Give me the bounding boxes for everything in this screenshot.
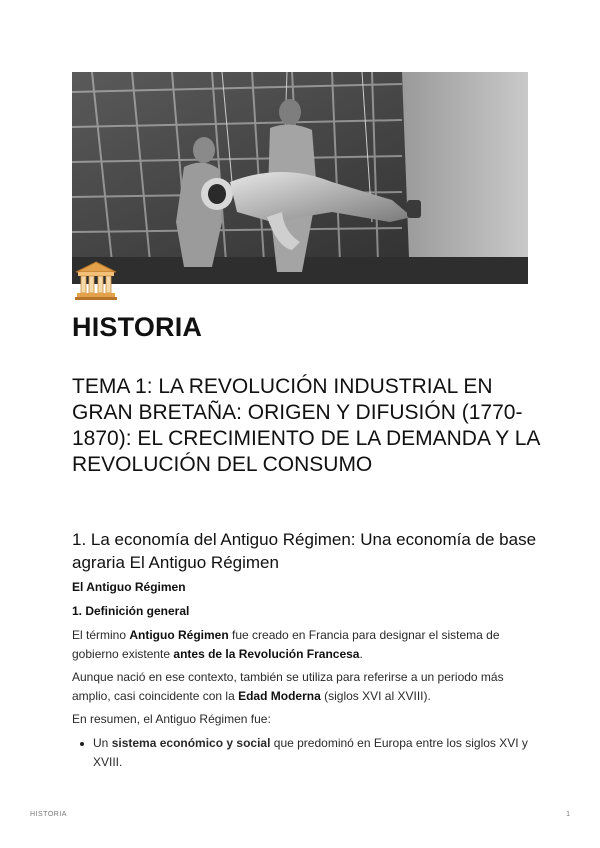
bullet-list	[72, 734, 542, 772]
section-heading: 1. La economía del Antiguo Régimen: Una economía de base agraria El Antiguo Régimen	[72, 530, 537, 572]
subheading-definicion: 1. Definición general	[72, 604, 190, 618]
paragraph-summary: En resumen, el Antiguo Régimen fue:	[72, 712, 271, 726]
subheading-antiguo-regimen: El Antiguo Régimen	[72, 580, 186, 594]
cover-image	[72, 72, 528, 284]
bold-antiguo-regimen: Antiguo Régimen	[129, 628, 229, 642]
paragraph-definition: El término Antiguo Régimen fue creado en Francia para designar el sistema de gobierno existente antes de la Revolución Francesa.	[72, 628, 500, 661]
paragraph-context: Aunque nació en ese contexto, también se utiliza para referirse a un periodo más amplio, casi coincidente con la Edad Moderna (siglos XVI al XVIII).	[72, 670, 504, 703]
list-item: Un sistema económico y social que predominó en Europa entre los siglos XVI y XVIII.	[72, 734, 542, 772]
bold-edad-moderna: Edad Moderna	[238, 689, 321, 703]
page-title: HISTORIA	[72, 312, 203, 342]
bold-revolucion-francesa: antes de la Revolución Francesa	[173, 647, 360, 661]
page-number: 1	[566, 811, 570, 818]
footer-title: HISTORIA	[30, 811, 67, 818]
classical-building-icon	[74, 258, 118, 302]
bold-sistema: sistema económico y social	[111, 736, 271, 750]
tema-heading: TEMA 1: LA REVOLUCIÓN INDUSTRIAL EN GRAN BRETAÑA: ORIGEN Y DIFUSIÓN (1770-1870): EL CRECIMIENTO DE LA DEMANDA Y LA REVOLUCIÓN DEL CONSUMO	[72, 375, 540, 476]
cover-photo	[72, 72, 528, 284]
